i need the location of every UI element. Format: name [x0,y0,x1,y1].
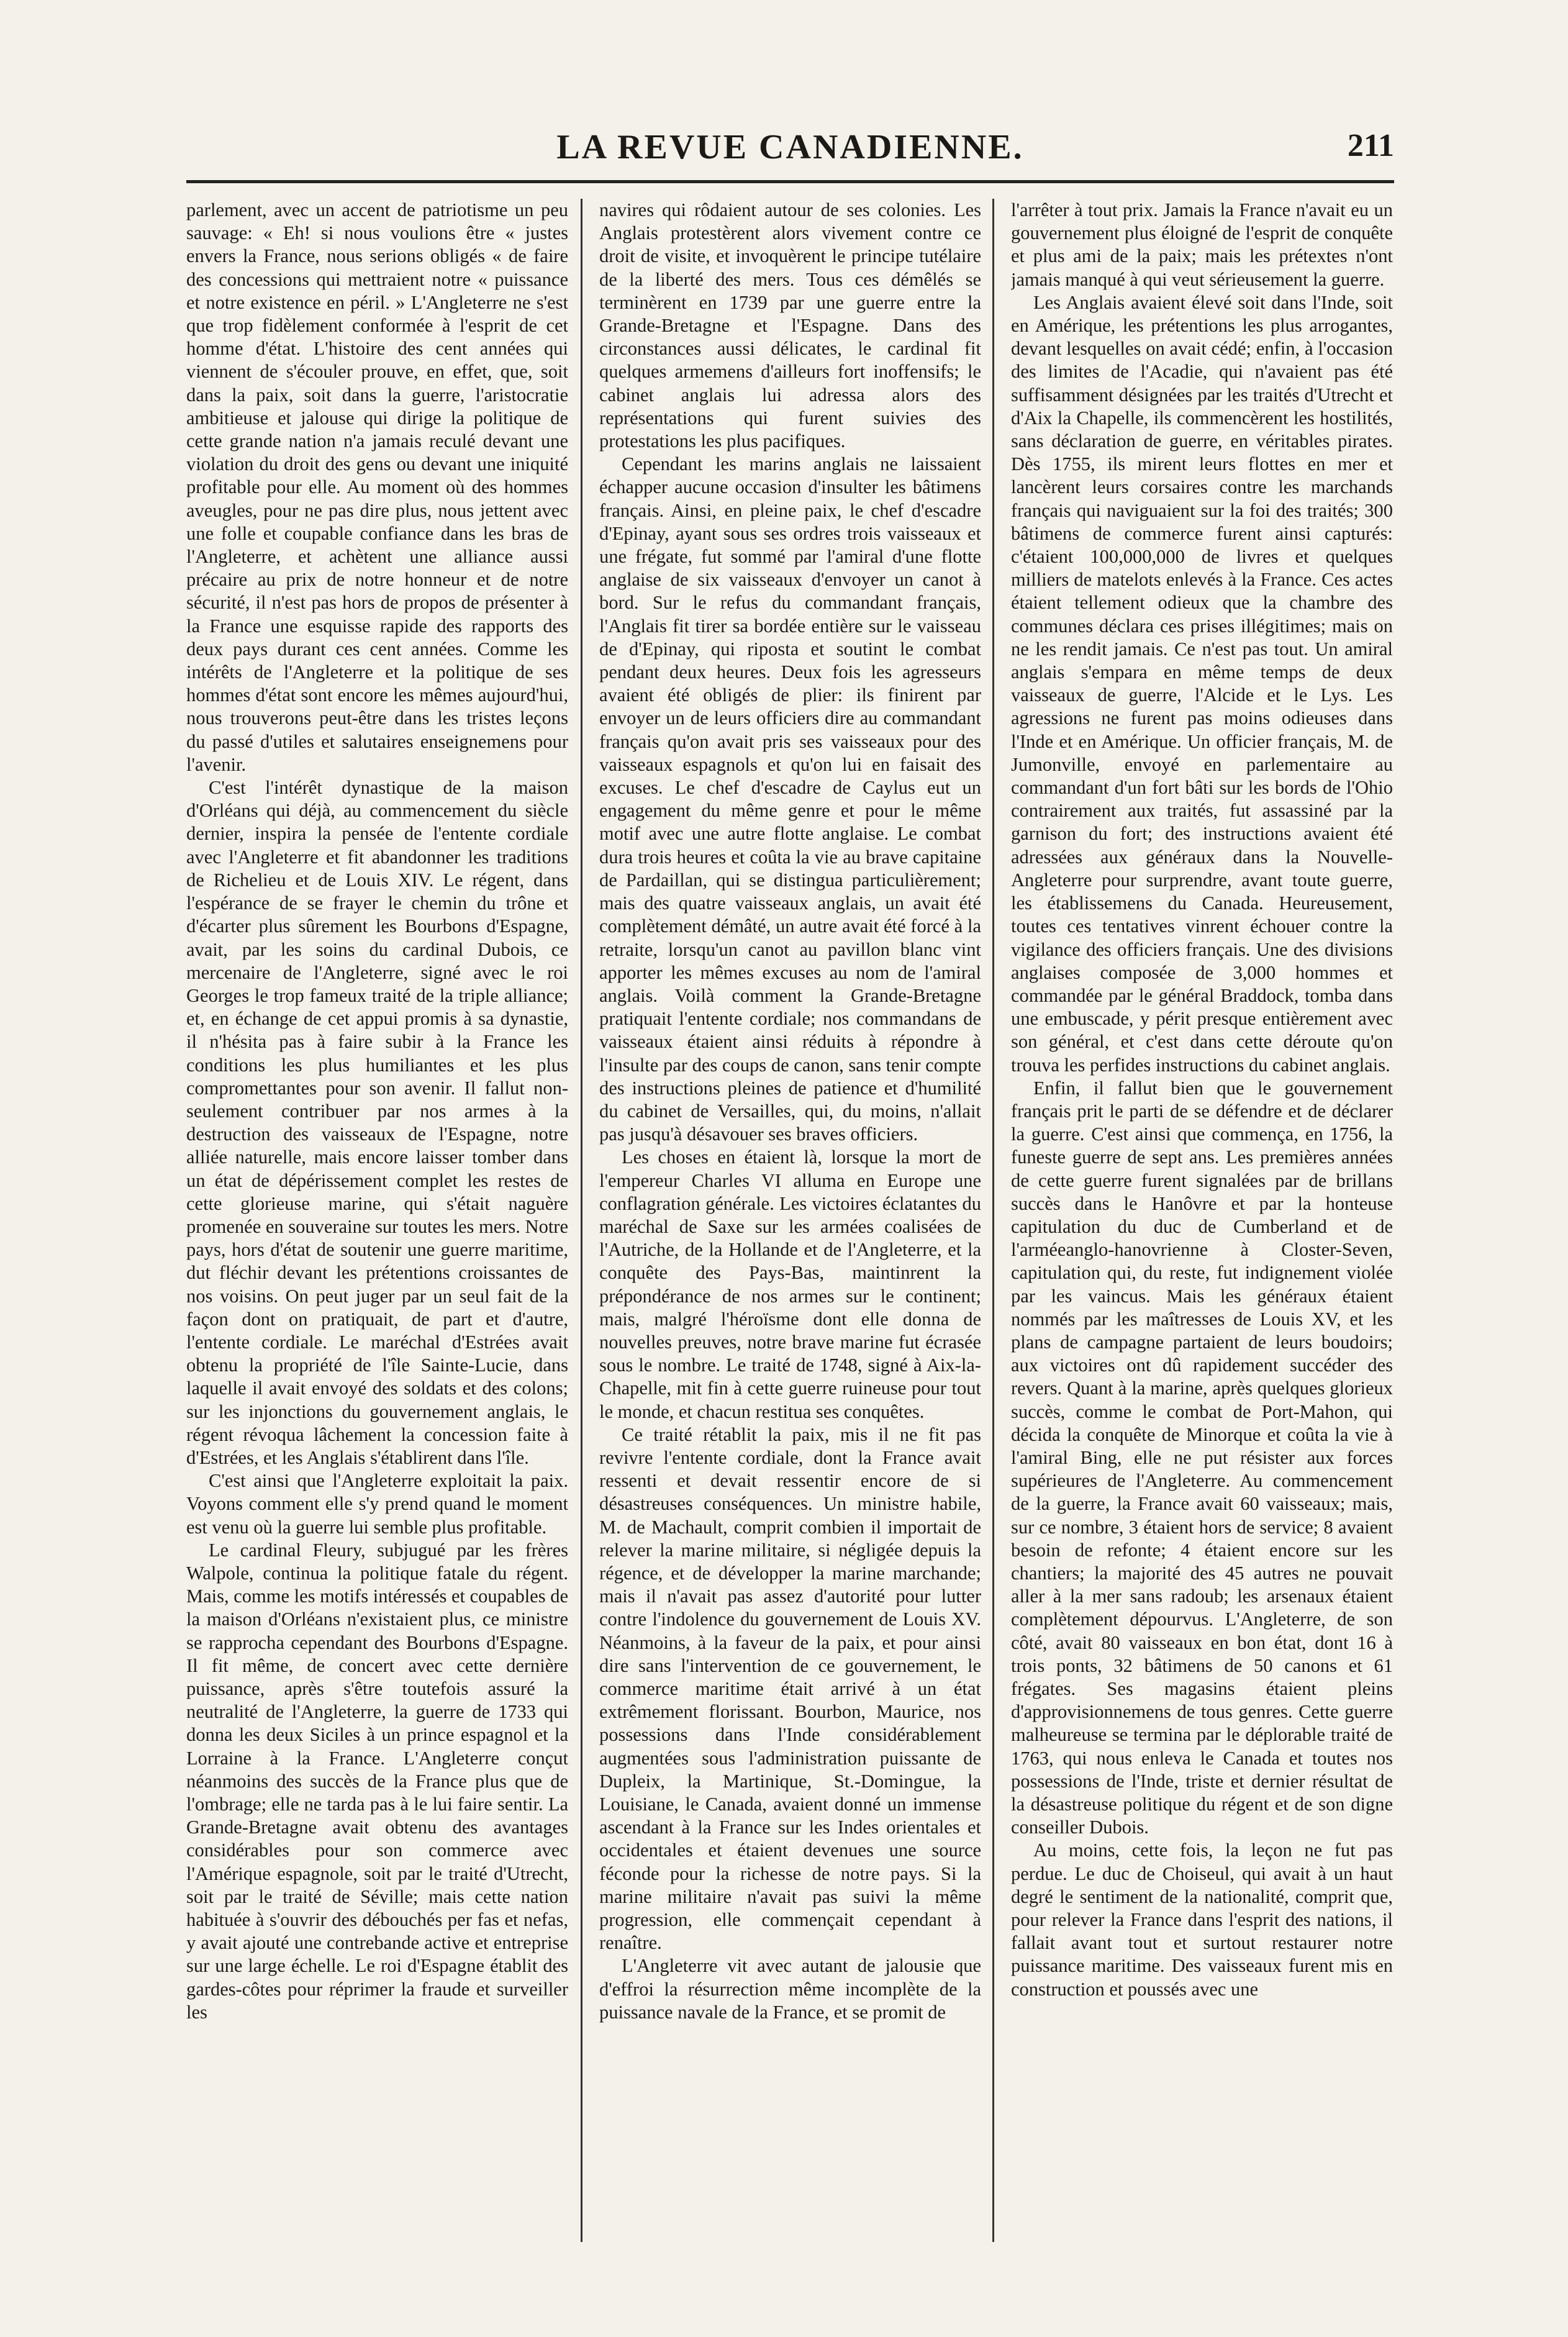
page-header [186,127,1394,183]
column-divider [581,199,582,2242]
paragraph: parlement, avec un accent de patriotisme un peu sauvage: « Eh! si nous voulions être « justes envers la France, nous serions obligés « de faire des concessions qui mettraient notre « puissance et notre existence en péril. » L'Angleterre ne s'est que trop fidèlement conformée à l'esprit de cet homme d'état. L'histoire des cent années qui viennent de s'écouler prouve, en effet, que, soit dans la paix, soit dans la guerre, l'aristocratie ambitieuse et jalouse qui dirige la politique de cette grande nation n'a jamais reculé devant une violation du droit des gens ou devant une iniquité profitable pour elle. Au moment où des hommes aveugles, pour ne pas dire plus, nous jettent avec une folle et coupable confiance dans les bras de l'Angleterre, et achètent une alliance aussi précaire au prix de notre honneur et de notre sécurité, il n'est pas hors de propos de présenter à la France une esquisse rapide des rapports des deux pays durant ces cent années. Comme les intérêts de l'Angleterre et la politique de ses hommes d'état sont encore les mêmes aujourd'hui, nous trouverons peut-être dans les tristes leçons du passé d'utiles et salutaires enseignemens pour l'avenir. [186,199,568,775]
paragraph: C'est l'intérêt dynastique de la maison d'Orléans qui déjà, au commencement du siècle dernier, inspira la pensée de l'entente cordiale avec l'Angleterre et fit abandonner les traditions de Richelieu et de Louis XIV. Le régent, dans l'espérance de se frayer le chemin du trône et d'écarter plus sûrement les Bourbons d'Espagne, avait, par les soins du cardinal Dubois, ce mercenaire de l'Angleterre, signé avec le roi Georges le trop fameux traité de la triple alliance; et, en échange de cet appui promis à sa dynastie, il n'hésita pas à faire subir à la France les conditions les plus humiliantes et les plus compromettantes pour son avenir. Il fallut non-seulement contribuer par nos armes à la destruction des vaisseaux de l'Espagne, notre alliée naturelle, mais encore laisser tomber dans un état de dépérissement complet les restes de cette glorieuse marine, qui s'était naguère promenée en souveraine sur toutes les mers. Notre pays, hors d'état de soutenir une guerre maritime, dut fléchir devant les prétentions croissantes de nos voisins. On peut juger par un seul fait de la façon dont on pratiquait, de part et d'autre, l'entente cordiale. Le maréchal d'Estrées avait obtenu la propriété de l'île Sainte-Lucie, dans laquelle il avait envoyé des soldats et des colons; sur les injonctions du gouvernement anglais, le régent révoqua lâchement la concession faite à d'Estrées, et les Anglais s'établirent dans l'île. [186,777,568,1468]
text-column-1 [186,199,568,2248]
paragraph: Les choses en étaient là, lorsque la mort de l'empereur Charles VI alluma en Europe une conflagration générale. Les victoires éclatantes du maréchal de Saxe sur les armées coalisées de l'Autriche, de la Hollande et de l'Angleterre, et la conquête des Pays-Bas, maintinrent la prépondérance de nos armes sur le continent; mais, malgré l'héroïsme dont elle donna de nouvelles preuves, notre brave marine fut écrasée sous le nombre. Le traité de 1748, signé à Aix-la-Chapelle, mit fin à cette guerre ruineuse pour tout le monde, et chacun restitua ses conquêtes. [599,1146,981,1422]
paragraph: Au moins, cette fois, la leçon ne fut pas perdue. Le duc de Choiseul, qui avait à un haut degré le sentiment de la nationalité, comprit que, pour relever la France dans l'esprit des nations, il fallait avant tout et surtout restaurer notre puissance maritime. Des vaisseaux furent mis en construction et poussés avec une [1011,1840,1393,2000]
paragraph: Cependant les marins anglais ne laissaient échapper aucune occasion d'insulter les bâtimens français. Ainsi, en pleine paix, le chef d'escadre d'Epinay, ayant sous ses ordres trois vaisseaux et une frégate, fut sommé par l'amiral d'une flotte anglaise de six vaisseaux d'envoyer un canot à bord. Sur le refus du commandant français, l'Anglais fit tirer sa bordée entière sur le vaisseau de d'Epinay, qui riposta et soutint le combat pendant deux heures. Deux fois les agresseurs avaient été obligés de plier: ils finirent par envoyer un de leurs officiers dire au commandant français qu'on avait pris ses vaisseaux pour des vaisseaux espagnols et qu'on lui en faisait des excuses. Le chef d'escadre de Caylus eut un engagement du même genre et pour le même motif avec une autre flotte anglaise. Le combat dura trois heures et coûta la vie au brave capitaine de Pardaillan, qui se distingua particulièrement; mais des quatre vaisseaux anglais, un avait été complètement démâté, un autre avait été forcé à la retraite, lorsqu'un canot au pavillon blanc vint apporter les mêmes excuses au nom de l'amiral anglais. Voilà comment la Grande-Bretagne pratiquait l'entente cordiale; nos commandans de vaisseaux étaient ainsi réduits à répondre à l'insulte par des coups de canon, sans tenir compte des instructions pleines de patience et d'humilité du cabinet de Versailles, qui, du moins, n'allait pas jusqu'à désavouer ses braves officiers. [599,453,981,1145]
paragraph: l'arrêter à tout prix. Jamais la France n'avait eu un gouvernement plus éloigné de l'esprit de conquête et plus ami de la paix; mais les prétextes n'ont jamais manqué à qui veut sérieusement la guerre. [1011,199,1393,290]
running-title: LA REVUE CANADIENNE. [556,128,1024,166]
paragraph: L'Angleterre vit avec autant de jalousie que d'effroi la résurrection même incomplète de la puissance navale de la France, et se promit de [599,1955,981,2023]
paragraph: C'est ainsi que l'Angleterre exploitait la paix. Voyons comment elle s'y prend quand le moment est venu où la guerre lui semble plus profitable. [186,1470,568,1538]
paragraph: Le cardinal Fleury, subjugué par les frères Walpole, continua la politique fatale du régent. Mais, comme les motifs intéressés et coupables de la maison d'Orléans n'existaient plus, ce ministre se rapprocha cependant des Bourbons d'Espagne. Il fit même, de concert avec cette dernière puissance, après s'être toutefois assuré la neutralité de l'Angleterre, la guerre de 1733 qui donna les deux Siciles à un prince espagnol et la Lorraine à la France. L'Angleterre conçut néanmoins des succès de la France plus que de l'ombrage; elle ne tarda pas à le lui faire sentir. La Grande-Bretagne avait obtenu des avantages considérables pour son commerce avec l'Amérique espagnole, soit par le traité d'Utrecht, soit par le traité de Séville; mais cette nation habituée à s'ouvrir des débouchés per fas et nefas, y avait ajouté une contrebande active et entreprise sur une large échelle. Le roi d'Espagne établit des gardes-côtes pour réprimer la fraude et surveiller les [186,1539,568,2023]
paragraph: Les Anglais avaient élevé soit dans l'Inde, soit en Amérique, les prétentions les plus arrogantes, devant lesquelles on avait cédé; enfin, à l'occasion des limites de l'Acadie, qui n'avaient pas été suffisamment désignées par les traités d'Utrecht et d'Aix la Chapelle, ils commencèrent les hostilités, sans déclaration de guerre, en véritables pirates. Dès 1755, ils mirent leurs flottes en mer et lancèrent leurs corsaires contre les marchands français qui naviguaient sur la foi des traités; 300 bâtimens de commerce furent ainsi capturés: c'étaient 100,000,000 de livres et quelques milliers de matelots enlevés à la France. Ces actes étaient tellement odieux que la chambre des communes déclara ces prises illégitimes; mais on ne les rendit jamais. Ce n'est pas tout. Un amiral anglais s'empara en même temps de deux vaisseaux de guerre, l'Alcide et le Lys. Les agressions ne furent pas moins odieuses dans l'Inde et en Amérique. Un officier français, M. de Jumonville, envoyé en parlementaire au commandant d'un fort bâti sur les bords de l'Ohio contrairement aux traités, fut assassiné par la garnison du fort; des instructions avaient été adressées aux généraux dans la Nouvelle-Angleterre pour surprendre, avant toute guerre, les établissemens du Canada. Heureusement, toutes ces tentatives vinrent échouer contre la vigilance des officiers français. Une des divisions anglaises composée de 3,000 hommes et commandée par le général Braddock, tomba dans une embuscade, y périt presque entièrement avec son général, et c'est dans cette déroute qu'on trouva les perfides instructions du cabinet anglais. [1011,291,1393,1076]
paragraph: navires qui rôdaient autour de ses colonies. Les Anglais protestèrent alors vivement contre ce droit de visite, et invoquèrent le principe tutélaire de la liberté des mers. Tous ces démêlés se terminèrent en 1739 par une guerre entre la Grande-Bretagne et l'Espagne. Dans des circonstances aussi délicates, le cardinal fit quelques armemens d'ailleurs fort inoffensifs; le cabinet anglais lui adressa alors des représentations qui furent suivies des protestations les plus pacifiques. [599,199,981,452]
text-column-2 [599,199,981,2248]
text-column-3 [1011,199,1393,2248]
header-rule [186,180,1394,183]
paragraph: Ce traité rétablit la paix, mis il ne fit pas revivre l'entente cordiale, dont la France avait ressenti et devait ressentir encore de si désastreuses conséquences. Un ministre habile, M. de Machault, comprit combien il importait de relever la marine militaire, si négligée depuis la régence, et de développer la marine marchande; mais il n'avait pas assez d'autorité pour lutter contre l'indolence du gouvernement de Louis XV. Néanmoins, à la faveur de la paix, et pour ainsi dire sans l'intervention de ce gouvernement, le commerce maritime était arrivé à un état extrêmement florissant. Bourbon, Maurice, nos possessions dans l'Inde considérablement augmentées sous l'administration puissante de Dupleix, la Martinique, St.-Domingue, la Louisiane, le Canada, avaient donné un immense ascendant à la France sur les Indes orientales et occidentales et étaient devenues une source féconde pour la richesse de notre pays. Si la marine militaire n'avait pas suivi la même progression, elle commençait cependant à renaître. [599,1423,981,1954]
column-divider [992,199,994,2242]
paragraph: Enfin, il fallut bien que le gouvernement français prit le parti de se défendre et de déclarer la guerre. C'est ainsi que commença, en 1756, la funeste guerre de sept ans. Les premières années de cette guerre furent signalées par de brillans succès dans le Hanôvre et par la honteuse capitulation du duc de Cumberland et de l'arméeanglo-hanovrienne à Closter-Seven, capitulation qui, du reste, fut indignement violée par les vaincus. Mais les généraux étaient nommés par les maîtresses de Louis XV, et les plans de campagne partaient de leurs boudoirs; aux victoires ont dû rapidement succéder des revers. Quant à la marine, après quelques glorieux succès, comme le combat de Port-Mahon, qui décida la conquête de Minorque et coûta la vie à l'amiral Bing, elle ne put résister aux forces supérieures de l'Angleterre. Au commencement de la guerre, la France avait 60 vaisseaux; mais, sur ce nombre, 3 étaient hors de service; 8 avaient besoin de refonte; 4 étaient encore sur les chantiers; la majorité des 45 autres ne pouvait aller à la mer sans radoub; les arsenaux étaient complètement dépourvus. L'Angleterre, de son côté, avait 80 vaisseaux en bon état, dont 16 à trois ponts, 32 bâtimens de 50 canons et 61 frégates. Ses magasins étaient pleins d'approvisionnemens de tous genres. Cette guerre malheureuse se termina par le déplorable traité de 1763, qui nous enleva le Canada et toutes nos possessions de l'Inde, triste et dernier résultat de la désastreuse politique du régent et de son digne conseiller Dubois. [1011,1077,1393,1838]
page-number: 211 [1347,128,1394,163]
